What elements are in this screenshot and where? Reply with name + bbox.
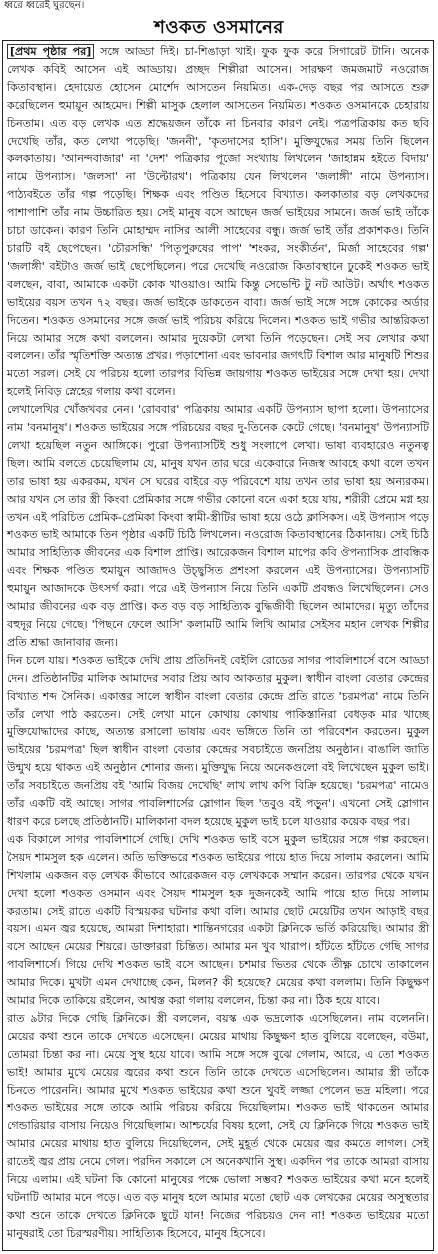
article-headline: শওকত ওসমানের xyxy=(154,17,284,38)
article-paragraph xyxy=(7,43,429,401)
article-body xyxy=(7,43,429,1243)
article-paragraph: লেখালেখির খোঁজখবর নেন। 'রোববার' পত্রিকায় আমার একটি উপন্যাস ছাপা হলো। উপন্যাসের নাম 'বনমানুষ'। শওকত ভাইয়ের সঙ্গে পরিচয়ের বছর দু-তিনেক কেটে গেছে। 'বনমানুষ' উপন্যাসটি লেখা হয়েছিল নতুন আঙ্গিকে। পুরো উপন্যাসটিই শুধু সংলাপে লেখা। ভাষা ব্যবহারেও নতুনত্ব ছিল। আমি বলতে চেয়েছিলাম যে, মানুষ যখন তার ঘরে একেবারে নিজস্ব আবহে কথা বলে তখন তার ভাষা হয় একরকম, যখন সে ঘরের বাইরে বড় পরিবেশে যায় তখন তার ভাষা হয় অন্যরকম। আর যখন সে তার স্ত্রী কিংবা প্রেমিকার সঙ্গে গভীর কোনো বনে একা হয়ে যায়, শরীরী প্রেমে মগ্ন হয় তখন এই পরিচিত প্রেমিক-প্রেমিকা কিংবা স্বামী-স্ত্রীটির ভাষা হয়ে ওঠে ক্লাসিকস। এই উপন্যাস পড়ে শওকত ভাই আমাকে তিন পৃষ্ঠার একটি চিঠি লিখলেন। নওরোজ কিতাবস্থানের ঠিকানায়। সেই চিঠি আমার সাহিত্যিক জীবনের এক বিশাল প্রাপ্তি। আরেকজন বিশাল মাপের কবি ঔপন্যাসিক প্রাবন্ধিক এবং শিক্ষক পণ্ডিত হুমায়ুন আজাদও উচ্ছ্বসিত প্রশংসা করলেন এই উপন্যাসের। উপন্যাসটি হুমায়ুন আজাদকে উৎসর্গ করা। পরে এই উপন্যাস নিয়ে তিনি একটি প্রবন্ধও লিখেছিলেন। সেও আমার জীবনের এক বড় প্রাপ্তি। কত বড় বড় সাহিত্যিক বুদ্ধিজীবী ছিলেন আমাদের। মৃত্যু তাঁদের বহুদূর নিয়ে গেছে। 'পিছনে ফেলে আসি' কলামটি আমি লিখি আমার সেইসব মহান লেখক শিল্পীর প্রতি শ্রদ্ধা জানাবার জন্য। xyxy=(7,403,429,649)
article-paragraph: রাত ৯টার দিকে গেছি ক্লিনিকে। স্ত্রী বললেন, বয়স্ক এক ভদ্রলোক এসেছিলেন। নাম বলেননি। মেয়ের কথা শুনে তাকে দেখতে এসেছেন। মেয়ের মাথায় কিছুক্ষণ হাত বুলিয়ে বলেছেন, বউমা, তোমরা চিন্তা কর না। মেয়ে সুস্থ হয়ে যাবে। আমি সঙ্গে সঙ্গে বুঝে গেলাম, আরে, এ তো শওকত ভাই! আমার মুখে মেয়ের জ্বরের কথা শুনে তিনি তাকে দেখতে এসেছিলেন। আমার স্ত্রী তাঁকে চিনতে পারেননি। আমার মুখে শওকত ভাইয়ের কথা শুনে খুবই লজ্জা পেলেন ভদ্র মহিলা। পরে শওকত ভাইয়ের সঙ্গে তাকে আমি পরিচয় করিয়ে দিয়েছিলাম। শওকত ভাই থাকতেন আমার গেন্ডারিয়ার বাসায় নিয়েও গিয়েছিলাম। আশ্চর্যের বিষয় হলো, সেই যে ক্লিনিকে গিয়ে শওকত ভাই আমার মেয়ের মাথায় হাত বুলিয়ে দিয়েছিলেন, সেই মুহূর্ত থেকে মেয়ের জ্বর কমতে লাগল। সেই রাতেই জ্বর প্রায় নেমে গেল। পরদিন সকালে সে অনেকখানি সুস্থ। একদিন পর তাকে আমরা বাসায় নিয়ে এলাম। এই ঘটনা কি কোনো মানুষের পক্ষে ভোলা সম্ভব? শওকত ভাইয়ের কথা মনে হলেই ঘটনাটি আমার মনে পড়ে। এত বড় মানুষ হলে আমার মতো ছোট এক লেখকের মেয়ের অসুস্থতার কথা শুনে তাকে দেখতে ক্লিনিকে ছুটে যান! নিজের পরিচয়ও দেন না! শওকত ভাইয়ের মতো মানুষরাই তো চিরস্মরণীয়। সাহিত্যিক হিসেবে, মানুষ হিসেবে। xyxy=(7,1011,429,1240)
paragraph-text: সঙ্গে আড্ডা দিই। চা-শিঙাড়া খাই। ফুক ফুক করে সিগারেট টানি। অনেক লেখক কবিই আসেন এই আড্ডায়। প্রচ্ছদ শিল্পীরা আসেন। সারক্ষণ জমজমাট নওরোজ কিতাবস্থান। হেদায়েত হোসেন মোর্শেদ আসতেন নিয়মিত। এক-দেড় বছর পর আসতে শুরু করেছিলেন হুমায়ূন আহমেদ। শিল্পী মাসুক হেলাল আসতেন নিয়মিত। শওকত ওসমানকে চেহারায় চিনতাম। এত বড় লেখক এত শ্রদ্ধেয়জন তাঁকে না চিনবার কারণ নেই। পত্রপত্রিকায় কত ছবি দেখেছি তাঁর, কত লেখা পড়েছি। 'জননী', 'কৃতদাসের হাসি'। মুক্তিযুদ্ধের সময় তিনি ছিলেন কলকাতায়। 'আনন্দবাজার' না 'দেশ' পত্রিকার পূজো সংখ্যায় লিখলেন 'জাহান্নম হইতে বিদায়' নামে উপন্যাস। 'জলসা' না 'উল্টোরথ'। পত্রিকায় যেন লিখলেন 'জলাঙ্গী' নামে উপন্যাস। পাঠ্যবইতে তাঁর গল্প পড়েছি। শিক্ষক এবং পণ্ডিত হিসেবে বিখ্যাত। কলকাতার বড় লেখকদের পাশাপাশি তাঁর নাম উচ্চারিত হয়। সেই মানুষ বসে আছেন জর্জ ভাইয়ের সামনে। জর্জ ভাই তাঁকে চাচা ডাকেন। কারণ তিনি মোহাম্মদ নাসির আলী সাহেবের বন্ধু। জর্জ ভাই তাঁর প্রকাশকও। তিনি চারটি বই ছেপেছেন। 'চৌরসন্ধি' 'পিতৃপুরুষের পাপ' 'শংকর, সংকীর্তন', মির্জা সাহেবের গল্প' 'জলাঙ্গী' বইটাও জর্জ ভাই ছেপেছিলেন। পরে দেখেছি নওরোজ কিতাবস্থানে ঢুকেই শওকত ভাই বলছেন, বাবা, আমাকে একটা কোক খাওয়াও। আমি কিন্তু সেভেন্টি টু নট আউট। অর্থাৎ শওকত ভাইয়ের বয়স তখন ৭২ বছর। জর্জ ভাইকে ডাকতেন বাবা। জর্জ ভাই সঙ্গে সঙ্গে কোকের অর্ডার দিতেন। শওকত ওসমানের সঙ্গে জর্জ ভাই পরিচয় করিয়ে দিলেন। শওকত ভাই গভীর আন্তরিকতা নিয়ে আমার সঙ্গে কথা বললেন। আমার দুয়েকটা লেখা তিনি পড়েছেন। সেই সব লেখার কথা বললেন। তাঁর স্মৃতিশক্তি অত্যন্ত প্রখর। পড়াশোনা এবং ভাবনার জগৎটি বিশাল আর মানুষটি শিশুর মতো সরল। সেই যে পরিচয় হলো তারপর বিভিন্ন জায়গায় শওকত ভাইয়ের সঙ্গে দেখা হয়। দেখা হলেই নিবিড় স্নেহের গলায় কথা বলেন। xyxy=(7,45,429,399)
top-strip-text: ধ্বরে ধ্বরেই ঘুরছেন। xyxy=(4,0,85,11)
article-paragraph: দিন চলে যায়। শওকত ভাইকে দেখি প্রায় প্রতিদিনই বেইলি রোডের সাগর পাবলিশার্সে বসে আড্ডা দেন। প্রতিষ্ঠানটির মালিক আমাদের সবার প্রিয় আব আকতার মুকুল। স্বাধীন বাংলা বেতার কেন্দ্রের বিখ্যাত শব্দ সৈনিক। একাত্তর সালে স্বাধীন বাংলা বেতার কেন্দ্রে প্রতি রাতে 'চরমপত্র' নামে তিনি তাঁর লেখা পাঠ করতেন। সেই লেখা মানে কোথায় কোথায় পাকিস্তানিরা বেধড়ক মার খাচ্ছে মুক্তিযোদ্ধাদের কাছে, অত্যন্ত রসালো ভাষায় এবং ভঙ্গিতে তিনি তা পরিবেশন করতেন। মুকুল ভাইয়ের 'চরমপত্র' ছিল স্বাধীন বাংলা বেতার কেন্দ্রের সবচাইতে জনপ্রিয় অনুষ্ঠান। বাঙালি জাতি উন্মুখ হয়ে থাকত এই অনুষ্ঠান শোনার জন্য। মুক্তিযুদ্ধ নিয়ে অনেকগুলো বই লিখেছেন মুকুল ভাই। তাঁর সবচাইতে জনপ্রিয় বই 'আমি বিজয় দেখেছি' লাখ লাখ কপি বিক্রি হয়েছে। 'চরমপত্র' নামেও তাঁর একটি বই আছে। সাগর পাবলিশার্সের স্লোগান ছিল 'তবুও বই পড়ুন'। এখনো সেই স্লোগান ধারণ করে চলছে প্রতিষ্ঠানটি। মালিকানা বদল হয়েছে মুকুল ভাই চলে যাওয়ার কয়েক বছর পর। xyxy=(7,653,429,828)
article-paragraph: এক বিকালে সাগর পাবলিশার্সে গেছি। দেখি শওকত ভাই বসে মুকুল ভাইয়ের সঙ্গে গল্প করছেন। সৈয়দ শামসুল হক এলেন। অতি ভক্তিভরে শওকত ভাইয়ের পায়ে হাত দিয়ে সালাম করলেন। আমি শিখলাম একজন বড় লেখক কীভাবে আরেকজন বড় লেখককে সম্মান করেন। তারপর থেকে যখন দেখা হলো শওকত ওসমান এবং সৈয়দ শামসুল হক দুজনকেই আমি পায়ে হাত দিয়ে সালাম করতাম। সেই রাতে একটি বিস্ময়কর ঘটনার কথা বলি। আমার ছোট মেয়েটির তখন আড়াই বছর বয়স। এমন জ্বর হয়েছে, আমরা দিশাহারা। শান্তিনগরের একটা ক্লিনিকে ভর্তি করিয়েছি। আমার স্ত্রী বসে আছেন মেয়ের শিয়রে। ডাক্তাররা চিন্তিত। আমার মন খুব খারাপ। হাঁটতে হাঁটতে গেছি সাগর পাবলিশার্সে। গিয়ে দেখি শওকত ভাই বসে আছেন। চশমার ভিতর থেকে তীক্ষ্ণ চোখে তাকালেন আমার দিকে। মুখটা এমন দেখাচ্ছে কেন, মিলন? কী হয়েছে? মেয়ের কথা বললাম। তিনি কিছুক্ষণ আমার দিকে তাকিয়ে রইলেন, আশ্বস্ত করা গলায় বললেন, চিন্তা কর না। ঠিক হয়ে যাবে। xyxy=(7,832,429,1008)
article-box xyxy=(2,40,434,1251)
top-strip xyxy=(0,0,438,14)
continued-from-front-page-tag: [প্রথম পৃষ্ঠার পর] xyxy=(7,44,94,59)
